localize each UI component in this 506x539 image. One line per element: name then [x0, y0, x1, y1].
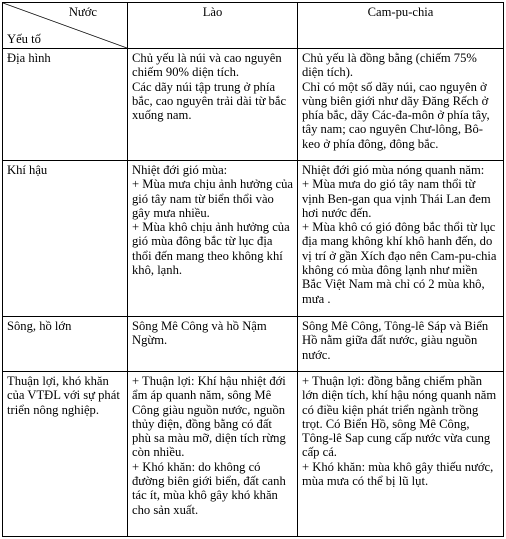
cell-lao [128, 317, 298, 372]
cell-line: + Mùa mưa chịu ảnh hưởng của gió tây nam từ biển thổi vào gây mưa nhiều. [132, 177, 294, 220]
cell-line: Sông Mê Công, Tông-lê Sáp và Biển Hồ nằm giữa đất nước, giàu nguồn nước. [302, 319, 489, 362]
table-row-climate [3, 161, 504, 317]
cell-cambodia [298, 161, 504, 317]
table-row-advantages [3, 372, 504, 537]
table-row-terrain [3, 49, 504, 161]
cell-lao [128, 161, 298, 317]
cell-lao [128, 49, 298, 161]
row-label: Khí hậu [3, 161, 128, 317]
cell-cambodia [298, 372, 504, 537]
cell-line: Chủ yếu là núi và cao nguyên chiếm 90% diện tích. [132, 51, 282, 80]
row-label: Sông, hồ lớn [3, 317, 128, 372]
corner-label-country: Nước [68, 5, 97, 19]
header-row [3, 3, 504, 49]
cell-line: Chỉ có một số dãy núi, cao nguyên ở vùng biên giới như dãy Đăng Rếch ở phía bắc, dãy Các-đa-môn ở phía tây, tây nam; cao nguyên Chư-lông, Bô-keo ở phía đông, đông bắc. [302, 79, 490, 151]
cell-line: Các dãy núi tập trung ở phía bắc, cao nguyên trải dài từ bắc xuống nam. [132, 79, 287, 123]
cell-cambodia [298, 49, 504, 161]
comparison-table [2, 2, 504, 537]
cell-cambodia [298, 317, 504, 372]
corner-label-factor: Yếu tố [7, 31, 41, 46]
column-header-cambodia: Cam-pu-chia [298, 3, 504, 49]
row-label: Địa hình [3, 49, 128, 161]
cell-line: + Khó khăn: mùa khô gây thiếu nước, mùa mưa có thể bị lũ lụt. [302, 459, 494, 489]
cell-line: + Thuận lợi: Khí hậu nhiệt đới ẩm áp quanh năm, sông Mê Công giàu nguồn nước, nguồn thủy điện, đồng bằng có đất phù sa màu mỡ, diện tích rừng còn nhiều. [132, 374, 286, 460]
table-row-rivers [3, 317, 504, 372]
column-header-lao: Lào [128, 3, 298, 49]
cell-line: + Khó khăn: do không có đường biên giới biển, đất canh tác ít, mùa khô gây khó khăn cho sản xuất. [132, 459, 286, 517]
cell-lao [128, 372, 298, 537]
cell-line: + Thuận lợi: đồng bằng chiếm phần lớn diện tích, khí hậu nóng quanh năm có điều kiện phát triển ngành trồng trọt. Có Biển Hồ, sông Mê Công, Tông-lê Sap cung cấp nước vừa cung cấp cá. [302, 374, 497, 460]
cell-line: Nhiệt đới gió mùa: [132, 163, 228, 177]
cell-line: Nhiệt đới gió mùa nóng quanh năm: [302, 163, 485, 177]
cell-line: Sông Mê Công và hồ Nậm Ngừm. [132, 319, 267, 348]
row-label: Thuận lợi, khó khăn của VTĐL với sự phát triển nông nghiệp. [3, 372, 128, 537]
cell-line: + Mùa mưa do gió tây nam thổi từ vịnh Ben-gan qua vịnh Thái Lan đem hơi nước đến. [302, 177, 491, 220]
cell-line: + Mùa khô có gió đông bắc thổi từ lục địa mang không khí khô hanh đến, do vị trí ở gần Xích đạo nên Cam-pu-chia không có mùa đông lạnh như miền Bắc Việt Nam mà chỉ có 2 mùa khô, mưa . [302, 220, 497, 306]
cell-line: + Mùa khô chịu ảnh hưởng của gió mùa đông bắc từ lục địa thổi đến mang theo không khí khô, lạnh. [132, 220, 290, 278]
cell-line: Chủ yếu là đồng bằng (chiếm 75% diện tích). [302, 51, 477, 80]
corner-header-cell [3, 3, 128, 49]
